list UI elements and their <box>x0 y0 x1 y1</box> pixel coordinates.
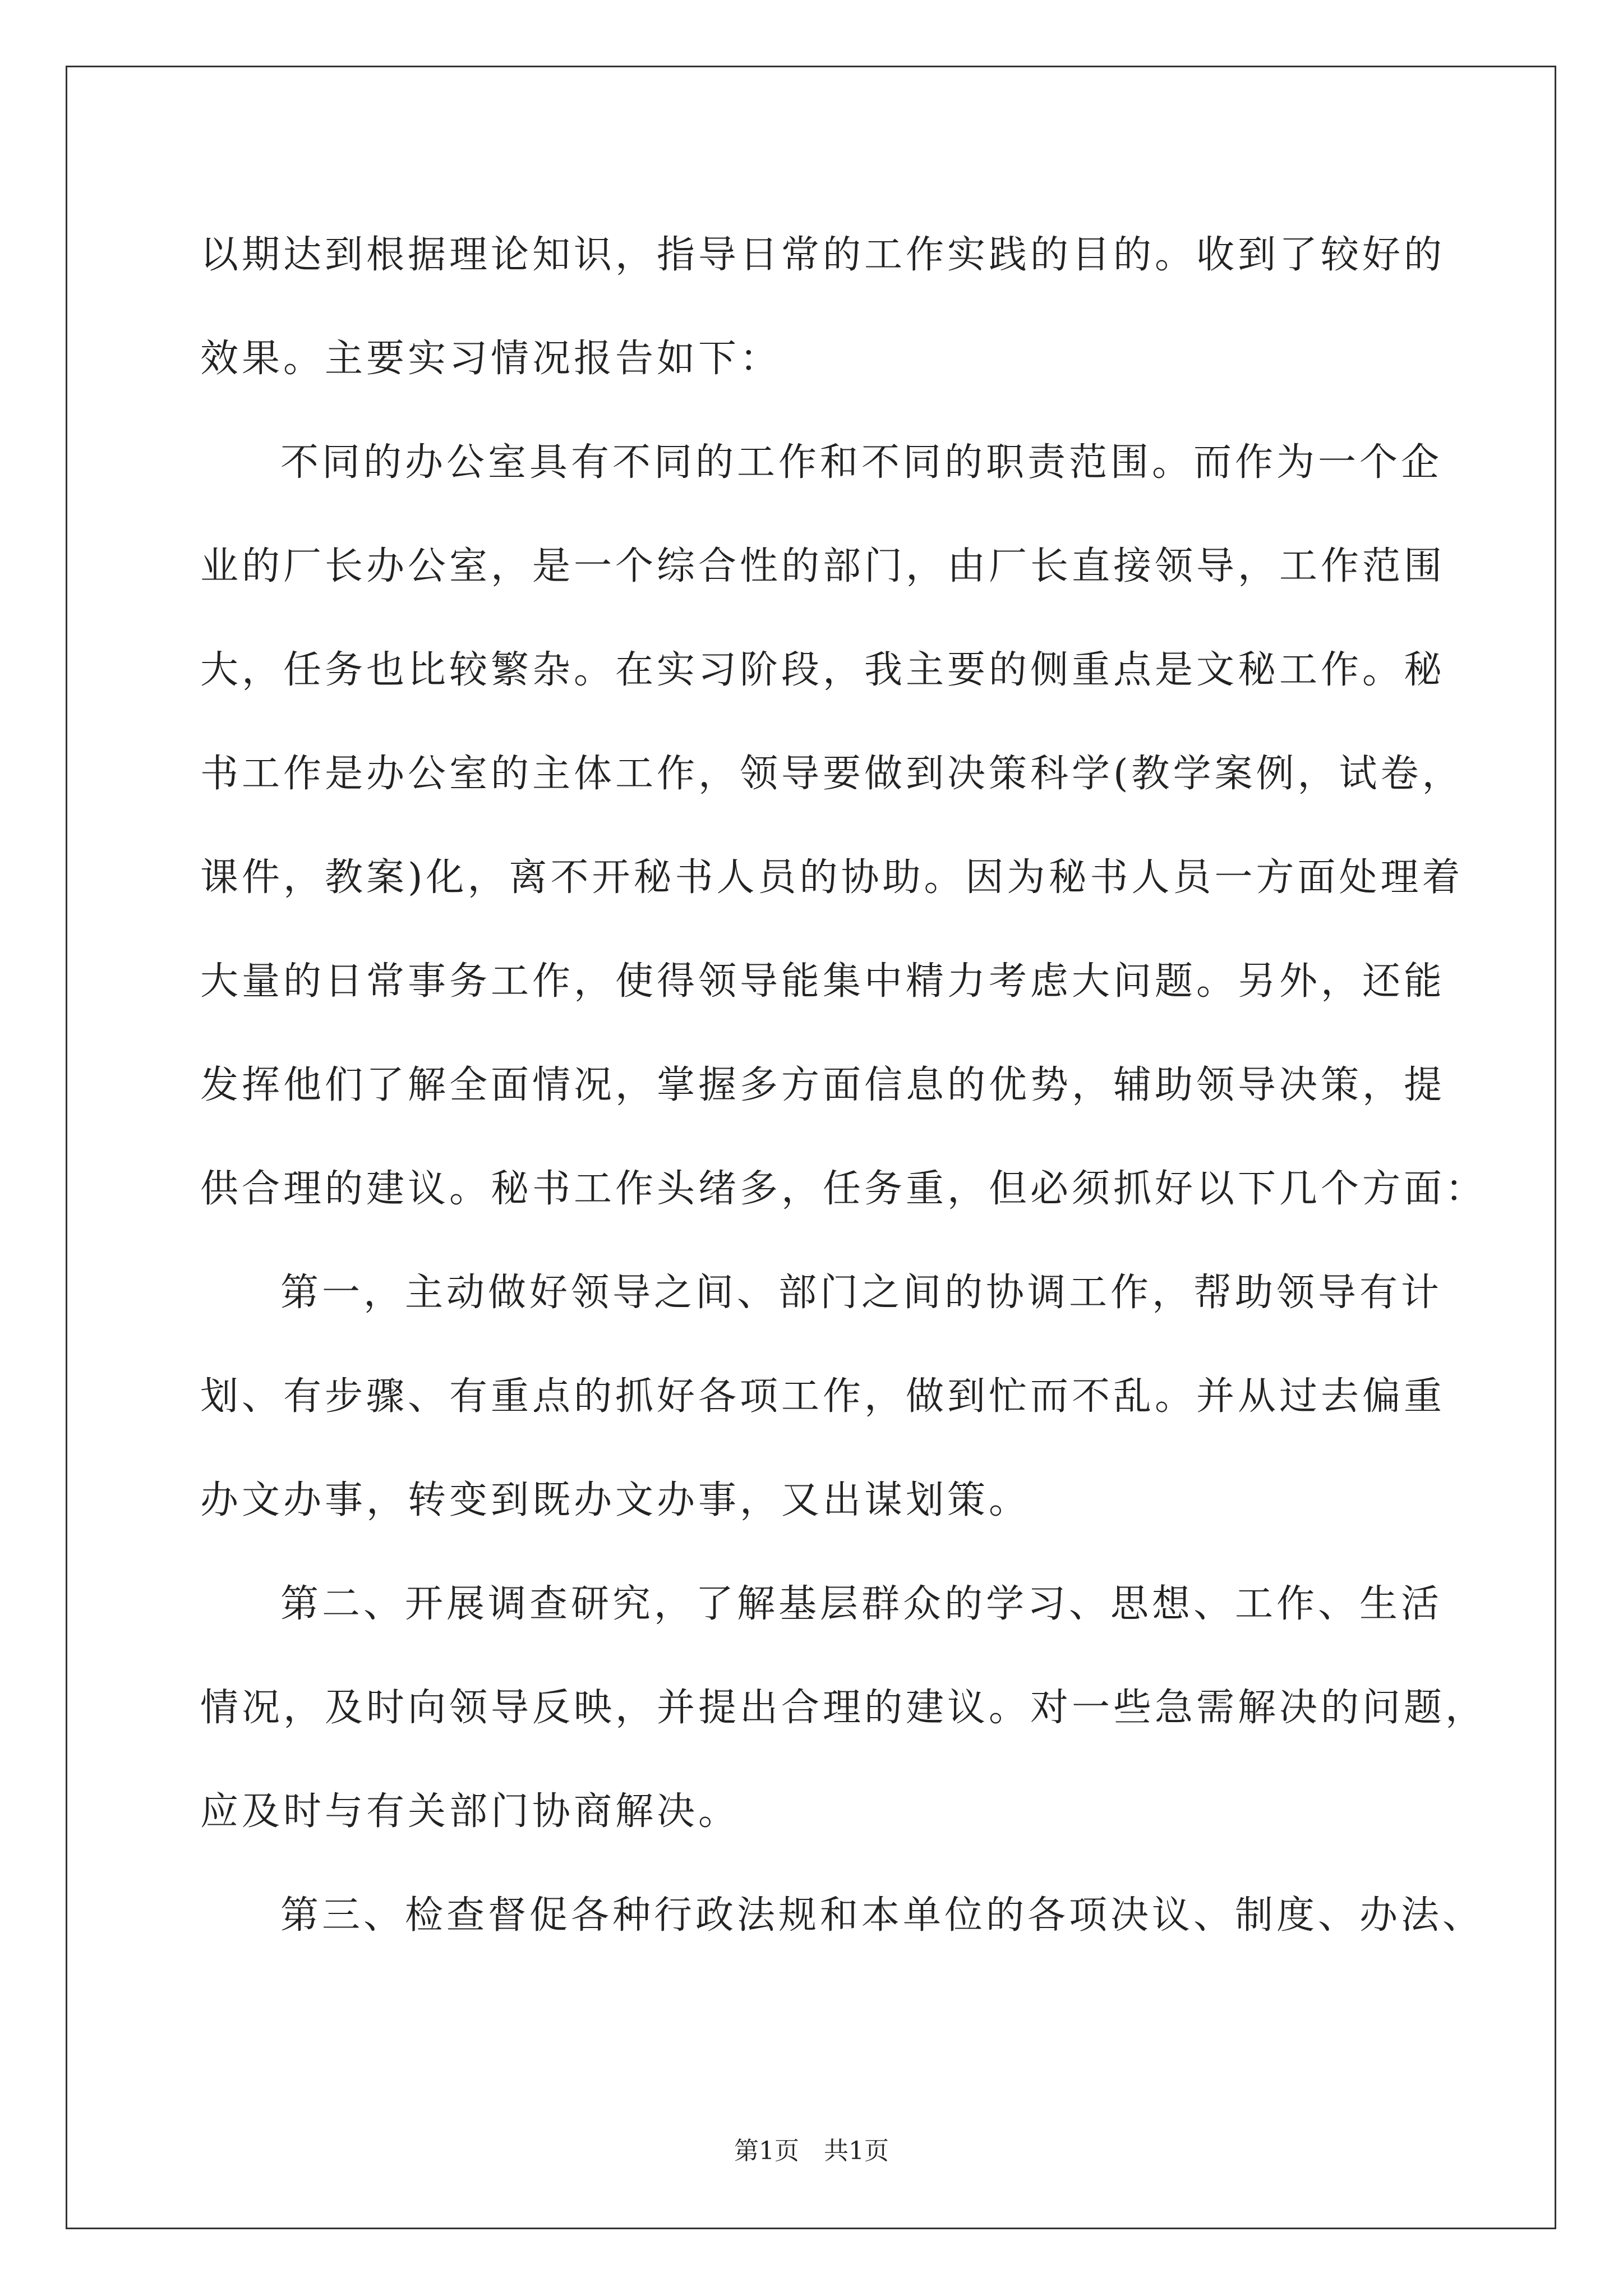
text-line-2: 效果。主要实习情况报告如下： <box>200 337 782 381</box>
text-line-5: 大，任务也比较繁杂。在实习阶段，我主要的侧重点是文秘工作。秘 <box>200 648 1446 692</box>
text-line-10: 供合理的建议。秘书工作头绪多，任务重，但必须抓好以下几个方面： <box>200 1167 1487 1211</box>
text-line-12: 划、有步骤、有重点的抓好各项工作，做到忙而不乱。并从过去偏重 <box>200 1374 1446 1419</box>
text-line-14: 第二、开展调查研究，了解基层群众的学习、思想、工作、生活 <box>280 1582 1443 1626</box>
document-body <box>200 203 1487 1967</box>
text-line-17: 第三、检查督促各种行政法规和本单位的各项决议、制度、办法、 <box>280 1893 1484 1938</box>
text-line-3: 不同的办公室具有不同的工作和不同的职责范围。而作为一个企 <box>280 440 1443 485</box>
text-line-4: 业的厂长办公室，是一个综合性的部门，由厂长直接领导，工作范围 <box>200 544 1446 588</box>
text-line-11: 第一，主动做好领导之间、部门之间的协调工作，帮助领导有计 <box>280 1271 1443 1315</box>
text-line-15: 情况，及时向领导反映，并提出合理的建议。对一些急需解决的问题， <box>200 1686 1487 1730</box>
text-line-16: 应及时与有关部门协商解决。 <box>200 1789 740 1834</box>
text-line-9: 发挥他们了解全面情况，掌握多方面信息的优势，辅助领导决策，提 <box>200 1063 1446 1107</box>
text-line-13: 办文办事，转变到既办文办事，又出谋划策。 <box>200 1478 1031 1522</box>
text-line-6: 书工作是办公室的主体工作，领导要做到决策科学(教学案例，试卷， <box>200 752 1464 796</box>
text-line-1: 以期达到根据理论知识，指导日常的工作实践的目的。收到了较好的 <box>200 233 1446 277</box>
page-footer: 第1页 共1页 <box>734 2137 889 2165</box>
text-line-7: 课件，教案)化，离不开秘书人员的协助。因为秘书人员一方面处理着 <box>200 855 1464 900</box>
text-line-8: 大量的日常事务工作，使得领导能集中精力考虑大问题。另外，还能 <box>200 959 1446 1004</box>
